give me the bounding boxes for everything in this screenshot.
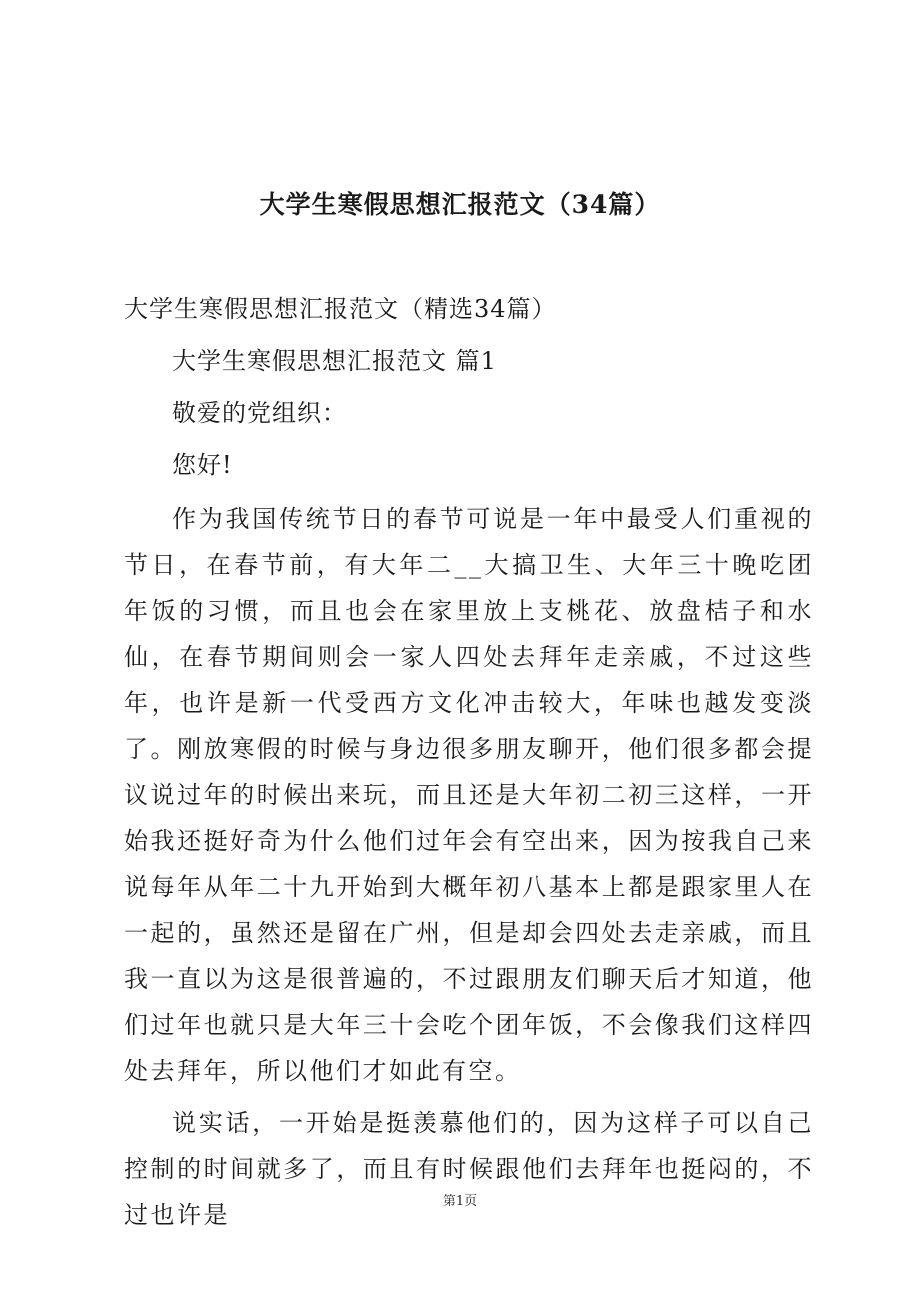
section-heading: 大学生寒假思想汇报范文 篇1 bbox=[172, 347, 497, 375]
page-number: 第1页 bbox=[442, 1194, 478, 1209]
document-subtitle: 大学生寒假思想汇报范文（精选34篇） bbox=[124, 295, 557, 323]
greeting: 您好! bbox=[172, 451, 233, 479]
page-title: 大学生寒假思想汇报范文（34篇） bbox=[259, 190, 661, 219]
body-paragraph: 说实话，一开始是挺羡慕他们的，因为这样子可以自己控制的时间就多了，而且有时候跟他们去拜年也挺闷的，不过也许是 bbox=[124, 1109, 814, 1229]
document-body bbox=[124, 288, 814, 1244]
body-paragraph: 作为我国传统节日的春节可说是一年中最受人们重视的节日，在春节前，有大年二__大搞卫生、大年三十晚吃团年饭的习惯，而且也会在家里放上支桃花、放盘桔子和水仙，在春节期间则会一家人四处去拜年走亲戚，不过这些年，也许是新一代受西方文化冲击较大，年味也越发变淡了。刚放寒假的时候与身边很多朋友聊开，他们很多都会提议说过年的时候出来玩，而且还是大年初二初三这样，一开始我还挺好奇为什么他们过年会有空出来，因为按我自己来说每年从年二十九开始到大概年初八基本上都是跟家里人在一起的，虽然还是留在广州，但是却会四处去走亲戚，而且我一直以为这是很普遍的，不过跟朋友们聊天后才知道，他们过年也就只是大年三十会吃个团年饭，不会像我们这样四处去拜年，所以他们才如此有空。 bbox=[124, 505, 814, 1085]
salutation: 敬爱的党组织： bbox=[172, 399, 347, 427]
